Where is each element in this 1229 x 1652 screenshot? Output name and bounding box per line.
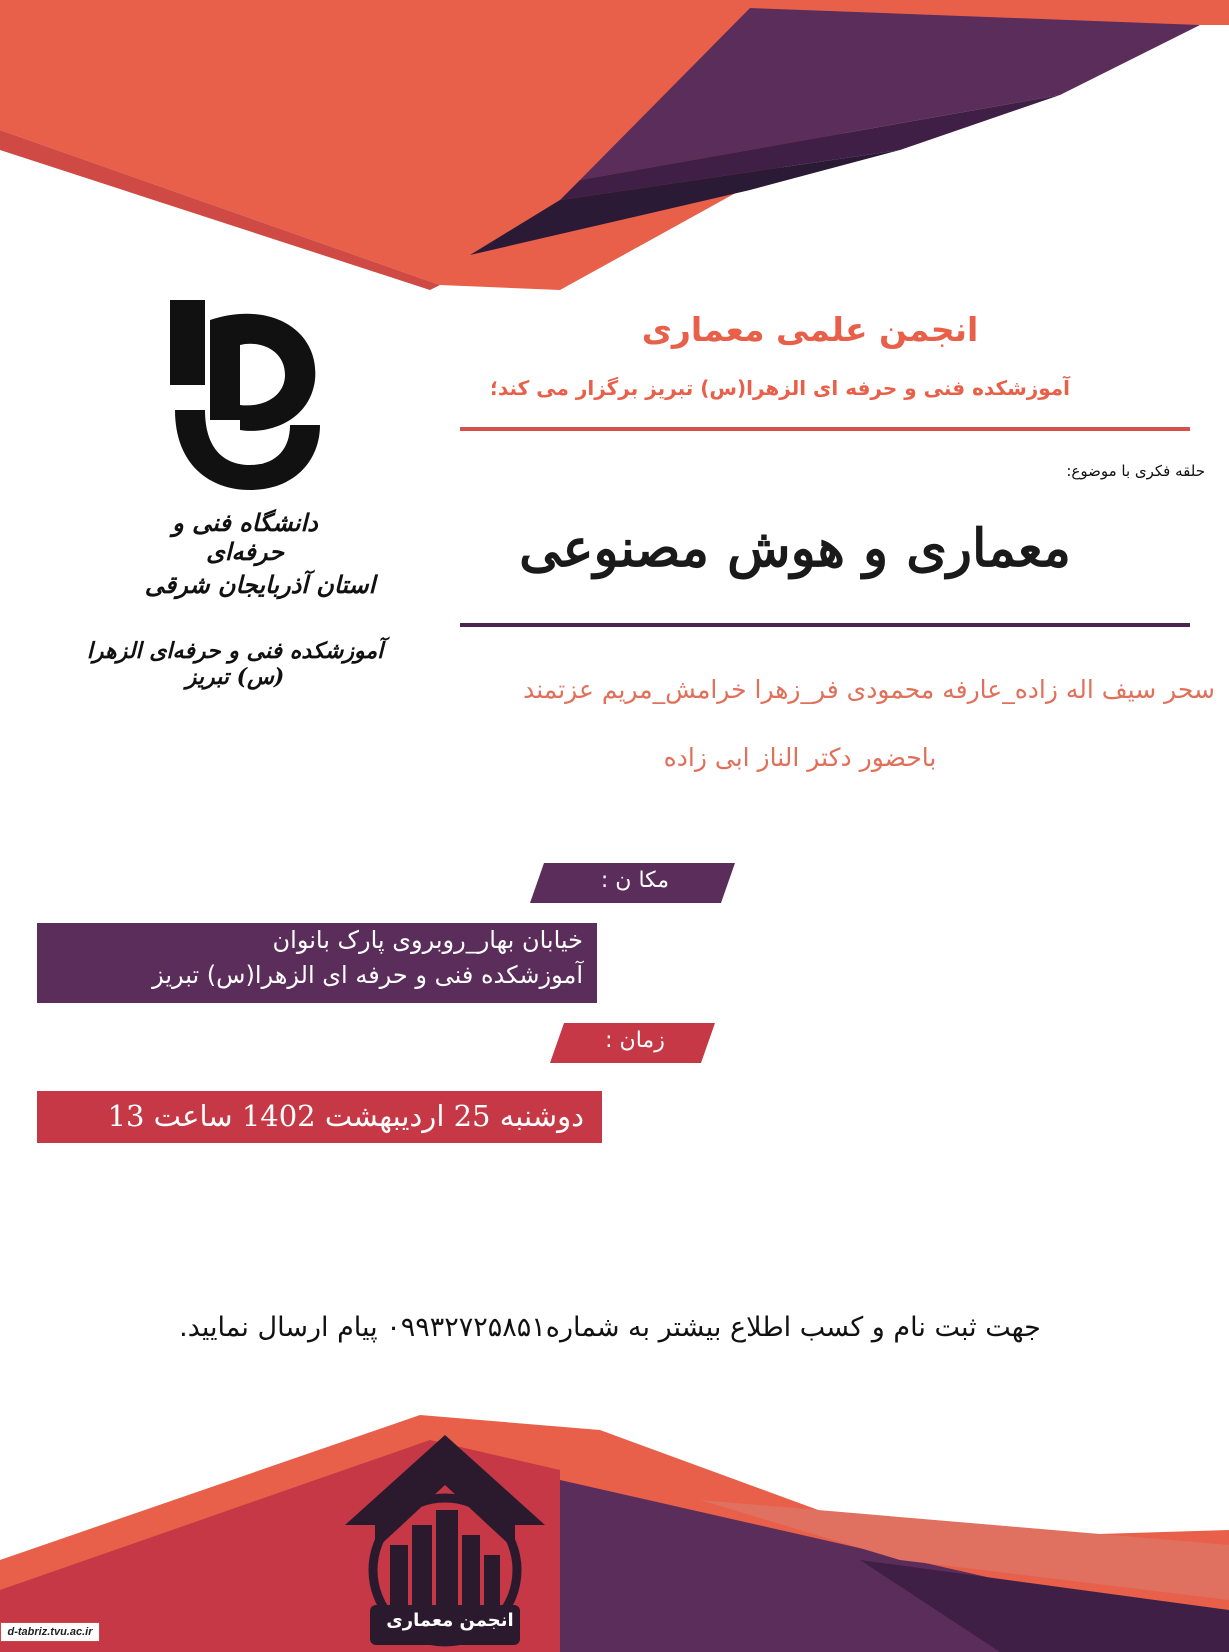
time-box xyxy=(37,1091,602,1143)
place-venue: آموزشکده فنی و حرفه ای الزهرا(س) تبریز xyxy=(152,961,583,989)
place-label: مکا ن : xyxy=(600,868,670,893)
place-box xyxy=(37,923,597,1003)
place-address: خیابان بهار_روبروی پارک بانوان xyxy=(272,926,583,954)
divider-purple xyxy=(460,623,1190,627)
time-value: دوشنبه 25 اردیبهشت 1402 ساعت 13 xyxy=(107,1099,584,1133)
speakers-line: سحر سیف اله زاده_عارفه محمودی فر_زهرا خرامش_مریم عزتمند xyxy=(523,675,1215,704)
topic-label: حلقه فکری با موضوع: xyxy=(1066,462,1205,480)
club-name: انجمن معماری xyxy=(386,1610,514,1631)
site-watermark[interactable]: d-tabriz.tvu.ac.ir xyxy=(0,1622,100,1642)
guest-line: باحضور دکتر الناز ابی زاده xyxy=(663,743,937,772)
university-logo-icon xyxy=(150,290,330,500)
logo-text-university: دانشگاه فنی و حرفه‌ای xyxy=(172,508,318,566)
topic-title: معماری و هوش مصنوعی xyxy=(519,518,1071,579)
divider-red xyxy=(460,427,1190,431)
logo-text-province: استان آذربایجان شرقی xyxy=(144,570,376,599)
registration-note: جهت ثبت نام و کسب اطلاع بیشتر به شماره۰۹۹۳۲۷۲۵۸۵۱ پیام ارسال نمایید. xyxy=(179,1312,1041,1343)
host-line: آموزشکده فنی و حرفه ای الزهرا(س) تبریز برگزار می کند؛ xyxy=(489,376,1071,400)
logo-text-college: آموزشکده فنی و حرفه‌ای الزهرا (س) تبریز xyxy=(86,638,384,690)
association-title: انجمن علمی معماری xyxy=(641,310,979,349)
time-label: زمان : xyxy=(605,1028,665,1053)
